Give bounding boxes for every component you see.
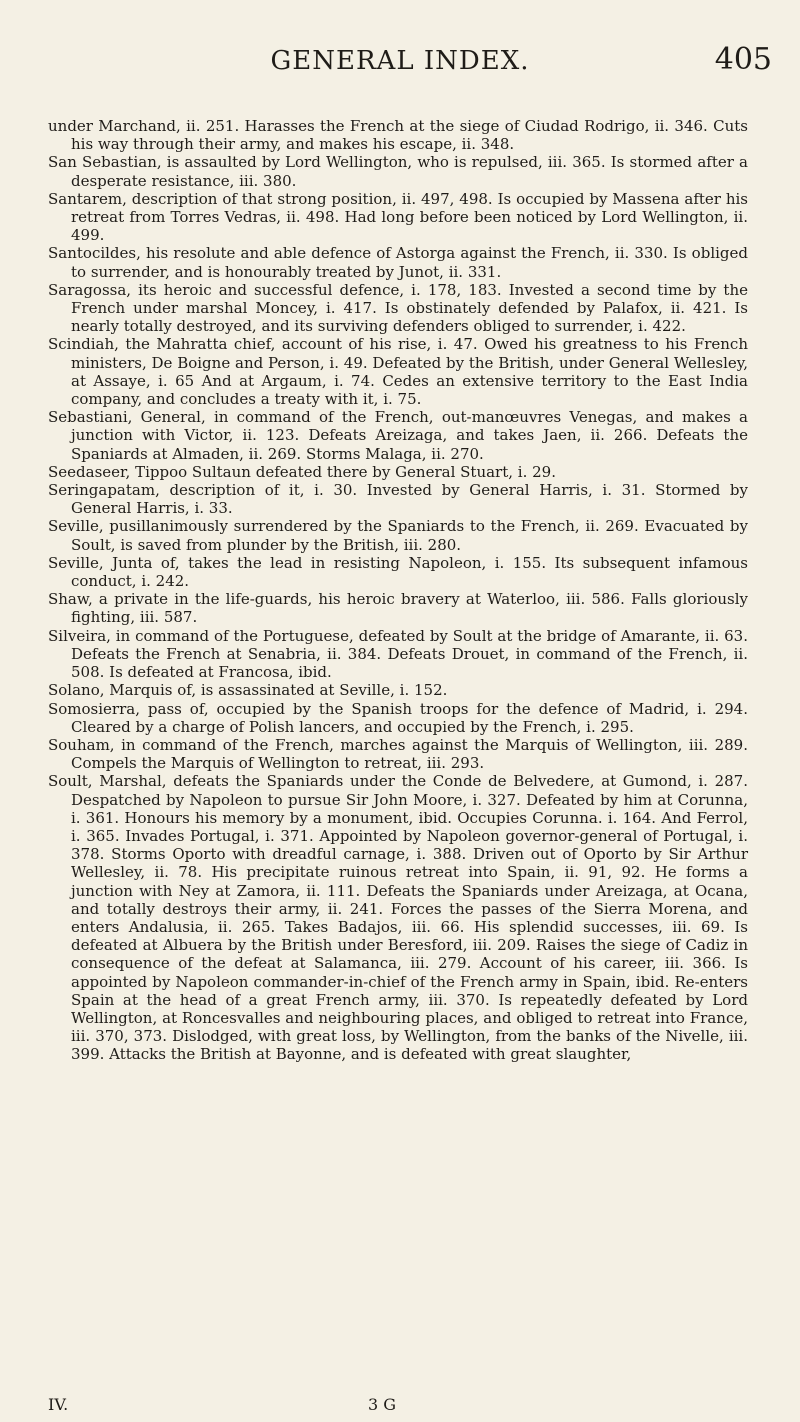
index-entry: Santocildes, his resolute and able defence of Astorga against the French, ii. 330. Is obliged to surrender, and is honourably treated by Junot, ii. 331. bbox=[48, 244, 748, 281]
index-entry: Seringapatam, description of it, i. 30. Invested by General Harris, i. 31. Stormed by General Harris, i. 33. bbox=[48, 481, 748, 518]
index-entry: Santarem, description of that strong position, ii. 497, 498. Is occupied by Massena after his retreat from Torres Vedras, ii. 498. Had long before been noticed by Lord Wellington, ii. 499. bbox=[48, 189, 748, 245]
index-entry: Saragossa, its heroic and successful defence, i. 178, 183. Invested a second time by the French under marshal Moncey, i. 417. Is obstinately defended by Palafox, ii. 421. Is nearly totally destroyed, and its surviving defenders obliged to surrender, i. 422. bbox=[48, 280, 748, 336]
index-entry: Sebastiani, General, in command of the French, out-manœuvres Venegas, and makes a junction with Victor, ii. 123. Defeats Areizaga, and takes Jaen, ii. 266. Defeats the Spaniards at Almaden, ii. 269. Storms Malaga, ii. 270. bbox=[48, 408, 748, 463]
index-entries bbox=[48, 117, 748, 1064]
page-number: 405 bbox=[714, 42, 772, 77]
index-entry: Somosierra, pass of, occupied by the Spanish troops for the defence of Madrid, i. 294. Cleared by a charge of Polish lancers, and occupied by the French, i. 295. bbox=[48, 699, 748, 736]
page-footer bbox=[48, 1395, 748, 1417]
index-entry: under Marchand, ii. 251. Harasses the French at the siege of Ciudad Rodrigo, ii. 346. Cuts his way through their army, and makes his escape, ii. 348. bbox=[48, 117, 748, 154]
index-entry: Scindiah, the Mahratta chief, account of his rise, i. 47. Owed his greatness to his French ministers, De Boigne and Person, i. 49. Defeated by the British, under General Wellesley, at Assaye, i. 65 And at Argaum, i. 74. Cedes an extensive territory to the East India company, and concludes a treaty with it, i. 75. bbox=[48, 335, 748, 409]
index-entry: Solano, Marquis of, is assassinated at Seville, i. 152. bbox=[48, 681, 448, 700]
index-entry: Souham, in command of the French, marches against the Marquis of Wellington, iii. 289. Compels the Marquis of Wellington to retreat, iii. 293. bbox=[48, 735, 748, 773]
volume-mark: IV. bbox=[48, 1395, 69, 1414]
index-entry: Seville, Junta of, takes the lead in resisting Napoleon, i. 155. Its subsequent infamous conduct, i. 242. bbox=[48, 553, 748, 591]
index-entry: Silveira, in command of the Portuguese, defeated by Soult at the bridge of Amarante, ii. 63. Defeats the French at Senabria, ii. 384. Defeats Drouet, in command of the French, ii. 508. Is defeated at Francosa, ibid. bbox=[48, 626, 748, 682]
running-title: GENERAL INDEX. bbox=[270, 46, 530, 76]
signature-mark: 3 G bbox=[368, 1395, 397, 1414]
index-entry: Soult, Marshal, defeats the Spaniards under the Conde de Belvedere, at Gumond, i. 287. Despatched by Napoleon to pursue Sir John Moore, i. 327. Defeated by him at Corunna, i. 361. Honours his memory by a monument, ibid. Occupies Corunna. i. 164. And Ferrol, i. 365. Invades Portugal, i. 371. Appointed by Napoleon governor-general of Portugal, i. 378. Storms Oporto with dreadful carnage, i. 388. Driven out of Oporto by Sir Arthur Wellesley, ii. 78. His precipitate ruinous retreat into Spain, ii. 91, 92. He forms a junction with Ney at Zamora, ii. 111. Defeats the Spaniards under Areizaga, at Ocana, and totally destroys their army, ii. 241. Forces the passes of the Sierra Morena, and enters Andalusia, ii. 265. Takes Badajos, iii. 66. His splendid successes, iii. 69. Is defeated at Albuera by the British under Beresford, iii. 209. Raises the siege of Cadiz in consequence of the defeat at Salamanca, iii. 279. Account of his career, iii. 366. Is appointed by Napoleon commander-in-chief of the French army in Spain, ibid. Re-enters Spain at the head of a great French army, iii. 370. Is repeatedly defeated by Lord Wellington, at Roncesvalles and neighbouring places, and obliged to retreat into France, iii. 370, 373. Dislodged, with great loss, by Wellington, from the banks of the Nivelle, iii. 399. Attacks the British at Bayonne, and is defeated with great slaughter, bbox=[48, 772, 748, 1064]
index-entry: San Sebastian, is assaulted by Lord Wellington, who is repulsed, iii. 365. Is stormed after a desperate resistance, iii. 380. bbox=[48, 153, 748, 190]
index-entry: Shaw, a private in the life-guards, his heroic bravery at Waterloo, iii. 586. Falls gloriously fighting, iii. 587. bbox=[48, 590, 748, 627]
index-entry: Seedaseer, Tippoo Sultaun defeated there by General Stuart, i. 29. bbox=[48, 462, 556, 481]
index-entry: Seville, pusillanimously surrendered by the Spaniards to the French, ii. 269. Evacuated by Soult, is saved from plunder by the British, iii. 280. bbox=[48, 517, 748, 554]
page-header bbox=[0, 42, 800, 82]
